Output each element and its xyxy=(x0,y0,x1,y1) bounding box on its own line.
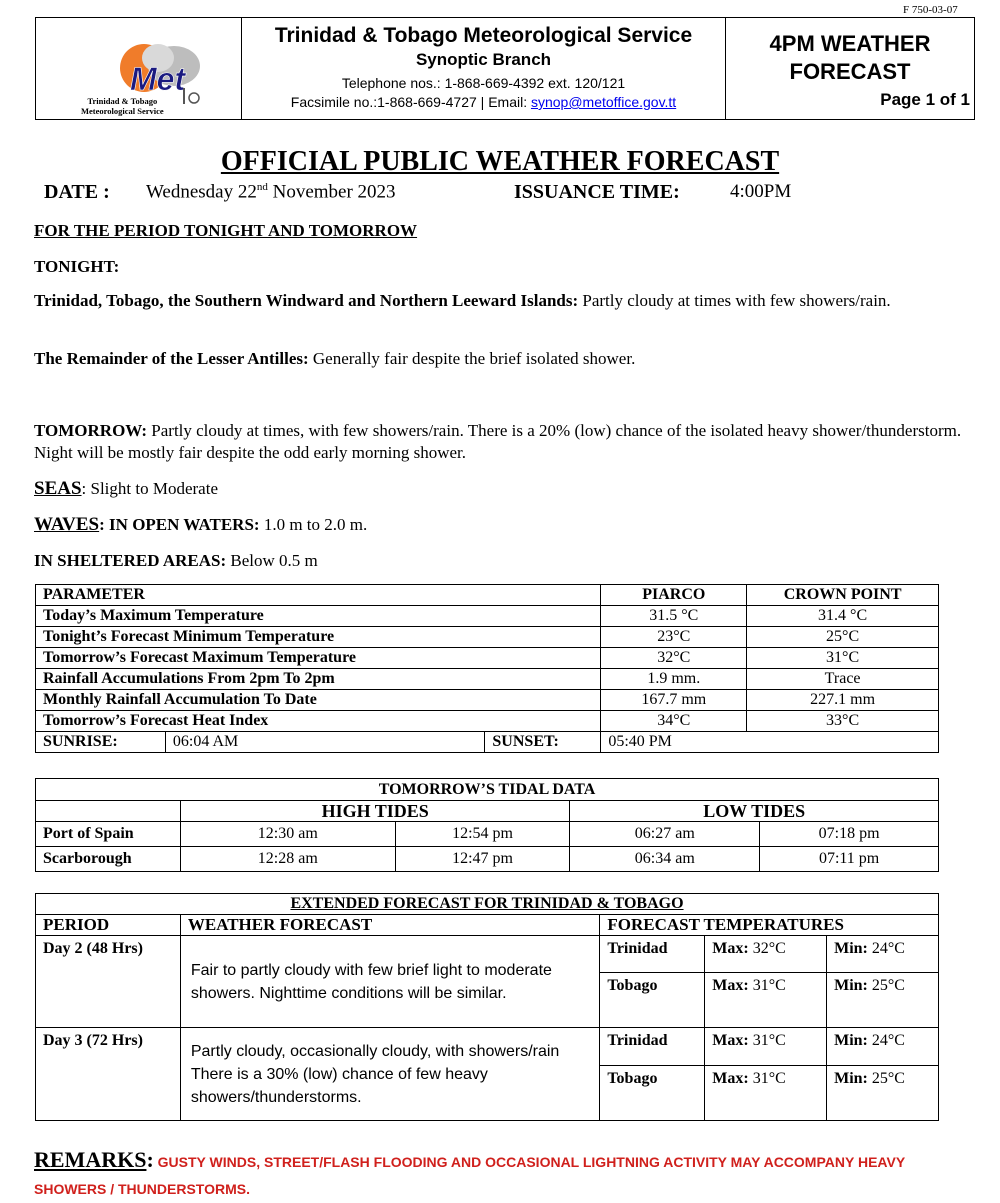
table-row: Tomorrow’s Forecast Heat Index 34°C 33°C xyxy=(36,711,939,732)
col-forecast-temps: FORECAST TEMPERATURES xyxy=(600,915,939,936)
org-info xyxy=(242,18,726,119)
table-row: Day 3 (72 Hrs) Partly cloudy, occasionally cloudy, with showers/rain There is a 30% (low) chance of few heavy showers/thunderstorms. Trinidad Max: 31°C Min: 24°C xyxy=(36,1028,939,1066)
remarks-text: GUSTY WINDS, STREET/FLASH FLOODING AND OCCASIONAL LIGHTNING ACTIVITY MAY ACCOMPANY HEAVY SHOWERS / THUNDERSTORMS. xyxy=(34,1154,905,1197)
table-row: Monthly Rainfall Accumulation To Date 167.7 mm 227.1 mm xyxy=(36,690,939,711)
logo-caption: Trinidad & Tobago Meteorological Service xyxy=(81,96,164,116)
sunrise-time: 06:04 AM xyxy=(165,732,484,753)
table-row: Rainfall Accumulations From 2pm To 2pm 1.9 mm. Trace xyxy=(36,669,939,690)
issuance-time: 4:00PM xyxy=(730,181,792,202)
table-row: Tobago Max: 31°C Min: 25°C xyxy=(36,1066,939,1121)
form-code: F 750-03-07 xyxy=(903,4,958,16)
tonight-region-2: The Remainder of the Lesser Antilles: Generally fair despite the brief isolated shower. xyxy=(34,349,636,368)
col-period: PERIOD xyxy=(36,915,181,936)
letterhead xyxy=(35,17,975,120)
table-row: Day 2 (48 Hrs) Fair to partly cloudy with few brief light to moderate showers. Nighttime conditions will be similar. Trinidad Max: 32°C Min: 24°C xyxy=(36,936,939,973)
tides-title: TOMORROW’S TIDAL DATA xyxy=(36,779,939,801)
telephone: Telephone nos.: 1-868-669-4392 ext. 120/121 xyxy=(341,75,626,91)
fax-text: Facsimile no.:1-868-669-4727 | Email: xyxy=(290,94,531,110)
tides-table xyxy=(35,778,939,872)
forecast-type-cell xyxy=(726,18,974,119)
col-weather-forecast: WEATHER FORECAST xyxy=(180,915,599,936)
logo-text: Met xyxy=(130,61,186,97)
tomorrow-forecast: TOMORROW: Partly cloudy at times, with few showers/rain. There is a 20% (low) chance of the isolated heavy shower/thunderstorm. Night will be mostly fair despite the odd early morning shower. xyxy=(34,421,962,462)
parameters-table xyxy=(35,584,939,753)
extended-title: EXTENDED FORECAST FOR TRINIDAD & TOBAGO xyxy=(36,894,939,915)
table-row: Tonight’s Forecast Minimum Temperature 23°C 25°C xyxy=(36,627,939,648)
logo-cell xyxy=(36,18,242,119)
forecast-type: 4PM WEATHER FORECAST xyxy=(769,31,931,84)
sunset-label: SUNSET: xyxy=(485,732,601,753)
period-heading: FOR THE PERIOD TONIGHT AND TOMORROW xyxy=(34,221,418,240)
document-title: OFFICIAL PUBLIC WEATHER FORECAST xyxy=(220,146,780,177)
remarks: REMARKS: GUSTY WINDS, STREET/FLASH FLOODING AND OCCASIONAL LIGHTNING ACTIVITY MAY ACCOMPANY HEAVY SHOWERS / THUNDERSTORMS. xyxy=(34,1147,905,1197)
high-tides-label: HIGH TIDES xyxy=(180,801,570,822)
sunset-time: 05:40 PM xyxy=(601,732,939,753)
waves: WAVES: IN OPEN WATERS: 1.0 m to 2.0 m. xyxy=(34,514,368,535)
org-name: Trinidad & Tobago Meteorological Service xyxy=(274,24,693,47)
table-row: Port of Spain 12:30 am 12:54 pm 06:27 am 07:18 pm xyxy=(36,822,939,847)
table-row: Scarborough 12:28 am 12:47 pm 06:34 am 07:11 pm xyxy=(36,847,939,872)
extended-forecast-table xyxy=(35,893,939,1121)
page-number: Page 1 of 1 xyxy=(880,90,970,109)
email-link[interactable]: synop@metoffice.gov.tt xyxy=(530,94,677,110)
seas: SEAS: Slight to Moderate xyxy=(34,478,218,499)
sunrise-label: SUNRISE: xyxy=(36,732,166,753)
tonight-region-1: Trinidad, Tobago, the Southern Windward and Northern Leeward Islands: Partly cloudy at times with few showers/rain. xyxy=(34,291,891,310)
sheltered-areas: IN SHELTERED AREAS: Below 0.5 m xyxy=(34,551,318,570)
table-row: Tobago Max: 31°C Min: 25°C xyxy=(36,973,939,1028)
sun-times-row xyxy=(36,732,939,753)
low-tides-label: LOW TIDES xyxy=(570,801,939,822)
issuance-label: ISSUANCE TIME: xyxy=(514,181,680,203)
table-row: PARAMETER PIARCO CROWN POINT xyxy=(36,585,939,606)
table-row: Today’s Maximum Temperature 31.5 °C 31.4 °C xyxy=(36,606,939,627)
remarks-label: REMARKS xyxy=(34,1147,147,1172)
contact-info xyxy=(242,74,725,112)
date-value: Wednesday 22nd November 2023 xyxy=(146,181,396,203)
table-row: Tomorrow’s Forecast Maximum Temperature 32°C 31°C xyxy=(36,648,939,669)
date-label: DATE : xyxy=(44,181,110,203)
branch-name: Synoptic Branch xyxy=(415,50,552,69)
tonight-heading: TONIGHT: xyxy=(34,257,120,276)
